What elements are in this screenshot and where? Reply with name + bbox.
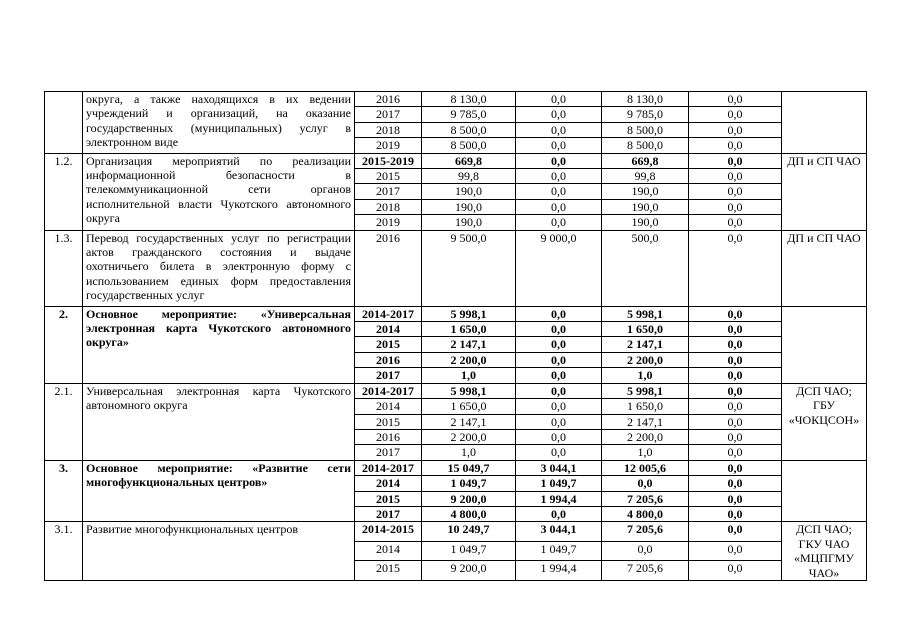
amount-federal-cell: 0,0 — [516, 153, 602, 168]
amount-other-cell: 0,0 — [689, 506, 782, 521]
amount-regional-cell: 8 500,0 — [602, 122, 689, 137]
year-cell: 2017 — [355, 506, 422, 521]
amount-total-cell: 9 785,0 — [422, 107, 516, 122]
amount-total-cell: 2 200,0 — [422, 429, 516, 444]
amount-regional-cell: 7 205,6 — [602, 491, 689, 506]
amount-regional-cell: 500,0 — [602, 230, 689, 306]
amount-other-cell: 0,0 — [689, 306, 782, 321]
amount-total-cell: 1,0 — [422, 368, 516, 383]
amount-other-cell: 0,0 — [689, 184, 782, 199]
table-row — [45, 460, 867, 475]
amount-federal-cell: 0,0 — [516, 352, 602, 367]
year-cell: 2017 — [355, 184, 422, 199]
item-description: округа, а также находящихся в их ведении учреждений и организаций, на оказание государственных (муниципальных) услуг в электронном виде — [83, 92, 355, 154]
amount-federal-cell: 0,0 — [516, 383, 602, 398]
amount-other-cell: 0,0 — [689, 107, 782, 122]
amount-federal-cell: 1 049,7 — [516, 541, 602, 561]
amount-regional-cell: 190,0 — [602, 184, 689, 199]
amount-regional-cell: 0,0 — [602, 541, 689, 561]
amount-other-cell: 0,0 — [689, 92, 782, 107]
year-cell: 2015 — [355, 169, 422, 184]
amount-other-cell: 0,0 — [689, 199, 782, 214]
amount-federal-cell: 0,0 — [516, 169, 602, 184]
item-description: Основное мероприятие: «Универсальная электронная карта Чукотского автономного округа» — [83, 306, 355, 383]
amount-other-cell: 0,0 — [689, 122, 782, 137]
year-cell: 2016 — [355, 429, 422, 444]
amount-total-cell: 2 200,0 — [422, 352, 516, 367]
amount-federal-cell: 0,0 — [516, 399, 602, 414]
amount-other-cell: 0,0 — [689, 522, 782, 542]
amount-other-cell: 0,0 — [689, 368, 782, 383]
amount-regional-cell: 5 998,1 — [602, 383, 689, 398]
executor-cell: ДП и СП ЧАО — [782, 153, 867, 230]
table-body — [45, 92, 867, 581]
amount-total-cell: 9 200,0 — [422, 561, 516, 581]
amount-other-cell: 0,0 — [689, 383, 782, 398]
executor-cell — [782, 460, 867, 522]
amount-other-cell: 0,0 — [689, 138, 782, 153]
amount-regional-cell: 8 130,0 — [602, 92, 689, 107]
amount-regional-cell: 2 200,0 — [602, 352, 689, 367]
year-cell: 2015 — [355, 337, 422, 352]
amount-other-cell: 0,0 — [689, 476, 782, 491]
amount-total-cell: 190,0 — [422, 184, 516, 199]
item-description: Перевод государственных услуг по регистрации актов гражданского состояния и выдаче охотничьего билета в электронную форму с использованием единых форм предоставления государственных услуг — [83, 230, 355, 306]
amount-federal-cell: 0,0 — [516, 414, 602, 429]
amount-regional-cell: 2 200,0 — [602, 429, 689, 444]
amount-federal-cell: 3 044,1 — [516, 460, 602, 475]
year-cell: 2014-2015 — [355, 522, 422, 542]
amount-regional-cell: 2 147,1 — [602, 414, 689, 429]
amount-regional-cell: 7 205,6 — [602, 561, 689, 581]
amount-regional-cell: 1,0 — [602, 368, 689, 383]
amount-federal-cell: 3 044,1 — [516, 522, 602, 542]
item-description: Основное мероприятие: «Развитие сети многофункциональных центров» — [83, 460, 355, 522]
amount-regional-cell: 8 500,0 — [602, 138, 689, 153]
amount-other-cell: 0,0 — [689, 337, 782, 352]
amount-total-cell: 9 200,0 — [422, 491, 516, 506]
year-cell: 2014 — [355, 476, 422, 491]
amount-federal-cell: 0,0 — [516, 306, 602, 321]
amount-federal-cell: 1 994,4 — [516, 561, 602, 581]
amount-total-cell: 99,8 — [422, 169, 516, 184]
item-number: 3.1. — [45, 522, 83, 581]
amount-total-cell: 8 500,0 — [422, 138, 516, 153]
year-cell: 2014 — [355, 322, 422, 337]
amount-regional-cell: 190,0 — [602, 199, 689, 214]
executor-cell: ДП и СП ЧАО — [782, 230, 867, 306]
year-cell: 2018 — [355, 199, 422, 214]
amount-other-cell: 0,0 — [689, 561, 782, 581]
table-row — [45, 153, 867, 168]
executor-cell — [782, 306, 867, 383]
amount-total-cell: 2 147,1 — [422, 337, 516, 352]
amount-other-cell: 0,0 — [689, 460, 782, 475]
amount-total-cell: 15 049,7 — [422, 460, 516, 475]
amount-other-cell: 0,0 — [689, 322, 782, 337]
year-cell: 2015-2019 — [355, 153, 422, 168]
year-cell: 2014-2017 — [355, 383, 422, 398]
table-row — [45, 92, 867, 107]
amount-other-cell: 0,0 — [689, 429, 782, 444]
item-number: 1.3. — [45, 230, 83, 306]
amount-regional-cell: 0,0 — [602, 476, 689, 491]
amount-other-cell: 0,0 — [689, 169, 782, 184]
amount-regional-cell: 190,0 — [602, 215, 689, 230]
amount-total-cell: 1 650,0 — [422, 399, 516, 414]
amount-federal-cell: 0,0 — [516, 199, 602, 214]
amount-total-cell: 4 800,0 — [422, 506, 516, 521]
amount-total-cell: 1 650,0 — [422, 322, 516, 337]
amount-regional-cell: 4 800,0 — [602, 506, 689, 521]
amount-federal-cell: 0,0 — [516, 92, 602, 107]
amount-total-cell: 8 500,0 — [422, 122, 516, 137]
amount-regional-cell: 5 998,1 — [602, 306, 689, 321]
year-cell: 2017 — [355, 445, 422, 460]
amount-federal-cell: 0,0 — [516, 122, 602, 137]
executor-cell: ДСП ЧАО; ГБУ «ЧОКЦСОН» — [782, 383, 867, 460]
year-cell: 2017 — [355, 368, 422, 383]
item-description: Организация мероприятий по реализации информационной безопасности в телекоммуникационной сети органов исполнительной власти Чукотского автономного округа — [83, 153, 355, 230]
item-number — [45, 92, 83, 154]
amount-regional-cell: 669,8 — [602, 153, 689, 168]
amount-federal-cell: 0,0 — [516, 429, 602, 444]
amount-federal-cell: 0,0 — [516, 322, 602, 337]
table-row — [45, 522, 867, 542]
year-cell: 2015 — [355, 414, 422, 429]
year-cell: 2017 — [355, 107, 422, 122]
amount-total-cell: 9 500,0 — [422, 230, 516, 306]
amount-total-cell: 5 998,1 — [422, 306, 516, 321]
year-cell: 2014-2017 — [355, 460, 422, 475]
year-cell: 2015 — [355, 561, 422, 581]
amount-total-cell: 1,0 — [422, 445, 516, 460]
amount-other-cell: 0,0 — [689, 230, 782, 306]
amount-federal-cell: 9 000,0 — [516, 230, 602, 306]
amount-total-cell: 5 998,1 — [422, 383, 516, 398]
year-cell: 2016 — [355, 352, 422, 367]
amount-federal-cell: 1 994,4 — [516, 491, 602, 506]
table-row — [45, 230, 867, 306]
year-cell: 2018 — [355, 122, 422, 137]
table-row — [45, 383, 867, 398]
amount-regional-cell: 2 147,1 — [602, 337, 689, 352]
amount-other-cell: 0,0 — [689, 414, 782, 429]
amount-other-cell: 0,0 — [689, 541, 782, 561]
executor-cell — [782, 92, 867, 154]
amount-federal-cell: 0,0 — [516, 107, 602, 122]
amount-total-cell: 8 130,0 — [422, 92, 516, 107]
amount-other-cell: 0,0 — [689, 399, 782, 414]
amount-federal-cell: 0,0 — [516, 337, 602, 352]
year-cell: 2016 — [355, 230, 422, 306]
amount-regional-cell: 12 005,6 — [602, 460, 689, 475]
amount-regional-cell: 99,8 — [602, 169, 689, 184]
item-description: Развитие многофункциональных центров — [83, 522, 355, 581]
year-cell: 2016 — [355, 92, 422, 107]
amount-regional-cell: 9 785,0 — [602, 107, 689, 122]
item-number: 1.2. — [45, 153, 83, 230]
amount-federal-cell: 0,0 — [516, 506, 602, 521]
amount-federal-cell: 0,0 — [516, 445, 602, 460]
item-number: 2.1. — [45, 383, 83, 460]
amount-other-cell: 0,0 — [689, 491, 782, 506]
year-cell: 2019 — [355, 138, 422, 153]
amount-total-cell: 190,0 — [422, 199, 516, 214]
executor-cell: ДСП ЧАО; ГКУ ЧАО «МЦПГМУ ЧАО» — [782, 522, 867, 581]
year-cell: 2014 — [355, 541, 422, 561]
amount-regional-cell: 1,0 — [602, 445, 689, 460]
budget-table — [44, 91, 867, 581]
amount-federal-cell: 0,0 — [516, 184, 602, 199]
amount-total-cell: 1 049,7 — [422, 476, 516, 491]
item-description: Универсальная электронная карта Чукотского автономного округа — [83, 383, 355, 460]
amount-federal-cell: 0,0 — [516, 138, 602, 153]
amount-other-cell: 0,0 — [689, 445, 782, 460]
amount-total-cell: 2 147,1 — [422, 414, 516, 429]
amount-federal-cell: 0,0 — [516, 215, 602, 230]
amount-total-cell: 190,0 — [422, 215, 516, 230]
year-cell: 2014 — [355, 399, 422, 414]
amount-federal-cell: 1 049,7 — [516, 476, 602, 491]
year-cell: 2015 — [355, 491, 422, 506]
amount-regional-cell: 1 650,0 — [602, 322, 689, 337]
amount-other-cell: 0,0 — [689, 153, 782, 168]
amount-federal-cell: 0,0 — [516, 368, 602, 383]
amount-regional-cell: 7 205,6 — [602, 522, 689, 542]
amount-regional-cell: 1 650,0 — [602, 399, 689, 414]
item-number: 3. — [45, 460, 83, 522]
year-cell: 2014-2017 — [355, 306, 422, 321]
amount-total-cell: 1 049,7 — [422, 541, 516, 561]
item-number: 2. — [45, 306, 83, 383]
amount-total-cell: 10 249,7 — [422, 522, 516, 542]
amount-other-cell: 0,0 — [689, 352, 782, 367]
amount-other-cell: 0,0 — [689, 215, 782, 230]
table-row — [45, 306, 867, 321]
year-cell: 2019 — [355, 215, 422, 230]
amount-total-cell: 669,8 — [422, 153, 516, 168]
